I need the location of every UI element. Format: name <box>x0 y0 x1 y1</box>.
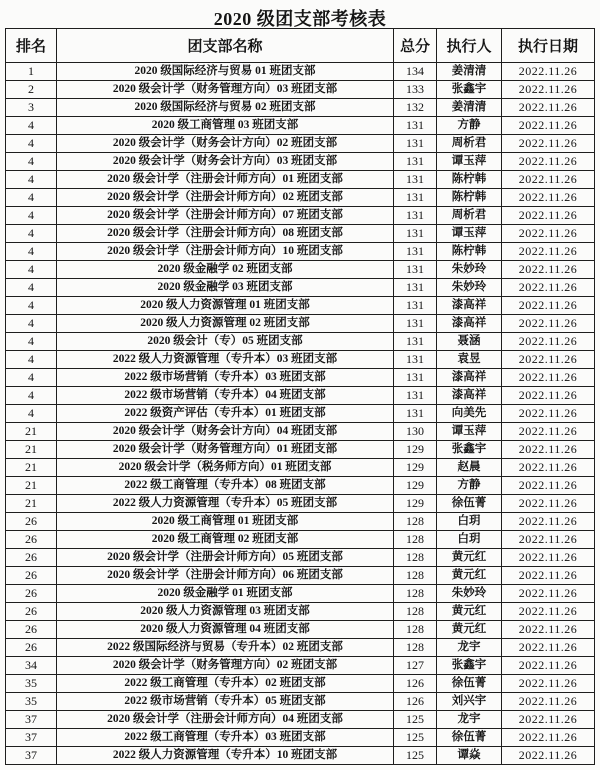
column-header-name: 团支部名称 <box>57 29 394 63</box>
table-row <box>6 711 595 729</box>
cell-date: 2022.11.26 <box>502 711 595 729</box>
cell-name: 2022 级市场营销（专升本）05 班团支部 <box>57 693 394 711</box>
cell-score: 131 <box>394 207 437 225</box>
cell-name: 2020 级金融学 01 班团支部 <box>57 585 394 603</box>
cell-date: 2022.11.26 <box>502 729 595 747</box>
cell-executor: 谭玉萍 <box>437 153 502 171</box>
cell-name: 2020 级会计学（税务师方向）01 班团支部 <box>57 459 394 477</box>
cell-score: 131 <box>394 153 437 171</box>
table-row <box>6 297 595 315</box>
cell-date: 2022.11.26 <box>502 423 595 441</box>
cell-name: 2022 级工商管理（专升本）03 班团支部 <box>57 729 394 747</box>
table-row <box>6 747 595 765</box>
cell-score: 128 <box>394 567 437 585</box>
cell-name: 2020 级金融学 03 班团支部 <box>57 279 394 297</box>
cell-executor: 聂涵 <box>437 333 502 351</box>
table-row <box>6 333 595 351</box>
column-header-rank: 排名 <box>6 29 57 63</box>
table-row <box>6 99 595 117</box>
column-header-date: 执行日期 <box>502 29 595 63</box>
cell-rank: 4 <box>6 207 57 225</box>
cell-rank: 35 <box>6 675 57 693</box>
cell-score: 128 <box>394 585 437 603</box>
cell-name: 2020 级会计学（财务管理方向）02 班团支部 <box>57 657 394 675</box>
cell-executor: 朱妙玲 <box>437 279 502 297</box>
cell-date: 2022.11.26 <box>502 261 595 279</box>
cell-date: 2022.11.26 <box>502 477 595 495</box>
cell-name: 2020 级工商管理 01 班团支部 <box>57 513 394 531</box>
cell-name: 2020 级会计学（注册会计师方向）07 班团支部 <box>57 207 394 225</box>
cell-date: 2022.11.26 <box>502 171 595 189</box>
table-row <box>6 153 595 171</box>
cell-executor: 漆高祥 <box>437 387 502 405</box>
table-row <box>6 63 595 81</box>
cell-date: 2022.11.26 <box>502 117 595 135</box>
cell-date: 2022.11.26 <box>502 459 595 477</box>
cell-executor: 漆高祥 <box>437 297 502 315</box>
table-row <box>6 315 595 333</box>
cell-executor: 姜清清 <box>437 99 502 117</box>
cell-score: 130 <box>394 423 437 441</box>
cell-executor: 徐伍菁 <box>437 729 502 747</box>
cell-executor: 龙宇 <box>437 711 502 729</box>
cell-date: 2022.11.26 <box>502 387 595 405</box>
cell-score: 134 <box>394 63 437 81</box>
cell-rank: 34 <box>6 657 57 675</box>
cell-date: 2022.11.26 <box>502 315 595 333</box>
cell-name: 2022 级国际经济与贸易（专升本）02 班团支部 <box>57 639 394 657</box>
cell-date: 2022.11.26 <box>502 297 595 315</box>
table-row <box>6 81 595 99</box>
cell-score: 128 <box>394 621 437 639</box>
table-row <box>6 441 595 459</box>
cell-executor: 姜清清 <box>437 63 502 81</box>
cell-rank: 4 <box>6 243 57 261</box>
cell-rank: 4 <box>6 351 57 369</box>
cell-executor: 向美先 <box>437 405 502 423</box>
cell-score: 131 <box>394 279 437 297</box>
cell-executor: 黄元红 <box>437 621 502 639</box>
cell-name: 2020 级国际经济与贸易 01 班团支部 <box>57 63 394 81</box>
cell-date: 2022.11.26 <box>502 441 595 459</box>
cell-score: 129 <box>394 459 437 477</box>
cell-score: 128 <box>394 531 437 549</box>
cell-rank: 26 <box>6 585 57 603</box>
cell-rank: 4 <box>6 387 57 405</box>
cell-score: 131 <box>394 369 437 387</box>
cell-date: 2022.11.26 <box>502 243 595 261</box>
cell-executor: 方静 <box>437 477 502 495</box>
cell-rank: 4 <box>6 117 57 135</box>
cell-date: 2022.11.26 <box>502 207 595 225</box>
table-row <box>6 459 595 477</box>
cell-score: 125 <box>394 729 437 747</box>
table-row <box>6 225 595 243</box>
cell-name: 2020 级会计学（注册会计师方向）06 班团支部 <box>57 567 394 585</box>
cell-executor: 朱妙玲 <box>437 585 502 603</box>
cell-name: 2020 级会计学（注册会计师方向）05 班团支部 <box>57 549 394 567</box>
cell-name: 2022 级人力资源管理（专升本）05 班团支部 <box>57 495 394 513</box>
cell-rank: 21 <box>6 477 57 495</box>
table-row <box>6 585 595 603</box>
cell-rank: 1 <box>6 63 57 81</box>
cell-executor: 黄元红 <box>437 549 502 567</box>
cell-name: 2022 级市场营销（专升本）04 班团支部 <box>57 387 394 405</box>
table-row <box>6 567 595 585</box>
cell-rank: 26 <box>6 621 57 639</box>
cell-rank: 21 <box>6 423 57 441</box>
cell-executor: 袁昱 <box>437 351 502 369</box>
cell-executor: 陈柠韩 <box>437 189 502 207</box>
table-row <box>6 243 595 261</box>
cell-score: 131 <box>394 135 437 153</box>
cell-rank: 4 <box>6 405 57 423</box>
cell-rank: 4 <box>6 261 57 279</box>
table-row <box>6 351 595 369</box>
cell-score: 131 <box>394 351 437 369</box>
header-row <box>6 29 595 63</box>
cell-executor: 陈柠韩 <box>437 171 502 189</box>
cell-executor: 黄元红 <box>437 603 502 621</box>
cell-executor: 朱妙玲 <box>437 261 502 279</box>
cell-rank: 4 <box>6 297 57 315</box>
table-row <box>6 135 595 153</box>
cell-date: 2022.11.26 <box>502 63 595 81</box>
table-row <box>6 639 595 657</box>
cell-rank: 26 <box>6 513 57 531</box>
cell-name: 2020 级人力资源管理 03 班团支部 <box>57 603 394 621</box>
cell-executor: 谭玉萍 <box>437 423 502 441</box>
cell-name: 2020 级会计学（财务会计方向）04 班团支部 <box>57 423 394 441</box>
cell-date: 2022.11.26 <box>502 495 595 513</box>
cell-name: 2022 级工商管理（专升本）08 班团支部 <box>57 477 394 495</box>
cell-executor: 方静 <box>437 117 502 135</box>
cell-score: 131 <box>394 315 437 333</box>
cell-executor: 陈柠韩 <box>437 243 502 261</box>
cell-date: 2022.11.26 <box>502 603 595 621</box>
cell-score: 131 <box>394 333 437 351</box>
cell-name: 2020 级国际经济与贸易 02 班团支部 <box>57 99 394 117</box>
table-row <box>6 117 595 135</box>
cell-rank: 21 <box>6 495 57 513</box>
cell-name: 2020 级会计学（注册会计师方向）04 班团支部 <box>57 711 394 729</box>
cell-name: 2022 级工商管理（专升本）02 班团支部 <box>57 675 394 693</box>
cell-date: 2022.11.26 <box>502 333 595 351</box>
table-row <box>6 189 595 207</box>
cell-score: 131 <box>394 297 437 315</box>
cell-score: 128 <box>394 639 437 657</box>
cell-score: 131 <box>394 405 437 423</box>
cell-rank: 26 <box>6 639 57 657</box>
table-row <box>6 207 595 225</box>
cell-executor: 刘兴宇 <box>437 693 502 711</box>
cell-date: 2022.11.26 <box>502 405 595 423</box>
cell-rank: 26 <box>6 567 57 585</box>
assessment-table <box>5 28 595 765</box>
cell-name: 2020 级工商管理 03 班团支部 <box>57 117 394 135</box>
cell-score: 125 <box>394 747 437 765</box>
cell-name: 2020 级会计学（财务会计方向）02 班团支部 <box>57 135 394 153</box>
cell-rank: 37 <box>6 729 57 747</box>
table-row <box>6 729 595 747</box>
cell-executor: 徐伍菁 <box>437 495 502 513</box>
cell-name: 2020 级金融学 02 班团支部 <box>57 261 394 279</box>
cell-executor: 漆高祥 <box>437 315 502 333</box>
table-row <box>6 621 595 639</box>
cell-date: 2022.11.26 <box>502 657 595 675</box>
cell-executor: 白玥 <box>437 513 502 531</box>
cell-date: 2022.11.26 <box>502 225 595 243</box>
cell-date: 2022.11.26 <box>502 567 595 585</box>
cell-score: 129 <box>394 477 437 495</box>
cell-name: 2020 级人力资源管理 01 班团支部 <box>57 297 394 315</box>
cell-executor: 张鑫宇 <box>437 657 502 675</box>
table-body <box>6 63 595 765</box>
table-row <box>6 531 595 549</box>
table-row <box>6 513 595 531</box>
cell-score: 127 <box>394 657 437 675</box>
cell-date: 2022.11.26 <box>502 99 595 117</box>
cell-date: 2022.11.26 <box>502 549 595 567</box>
table-row <box>6 693 595 711</box>
cell-executor: 漆高祥 <box>437 369 502 387</box>
cell-rank: 37 <box>6 747 57 765</box>
cell-score: 131 <box>394 243 437 261</box>
cell-date: 2022.11.26 <box>502 693 595 711</box>
cell-name: 2022 级市场营销（专升本）03 班团支部 <box>57 369 394 387</box>
table-row <box>6 495 595 513</box>
cell-date: 2022.11.26 <box>502 279 595 297</box>
cell-date: 2022.11.26 <box>502 585 595 603</box>
cell-executor: 白玥 <box>437 531 502 549</box>
cell-score: 128 <box>394 549 437 567</box>
cell-rank: 35 <box>6 693 57 711</box>
cell-executor: 谭焱 <box>437 747 502 765</box>
table-row <box>6 675 595 693</box>
cell-name: 2020 级会计学（财务管理方向）01 班团支部 <box>57 441 394 459</box>
cell-date: 2022.11.26 <box>502 513 595 531</box>
cell-name: 2020 级人力资源管理 04 班团支部 <box>57 621 394 639</box>
cell-score: 131 <box>394 225 437 243</box>
cell-name: 2020 级会计学（财务会计方向）03 班团支部 <box>57 153 394 171</box>
cell-score: 132 <box>394 99 437 117</box>
cell-name: 2020 级会计学（注册会计师方向）01 班团支部 <box>57 171 394 189</box>
table-header <box>6 29 595 63</box>
cell-rank: 2 <box>6 81 57 99</box>
cell-score: 128 <box>394 513 437 531</box>
table-row <box>6 405 595 423</box>
cell-score: 131 <box>394 189 437 207</box>
cell-rank: 3 <box>6 99 57 117</box>
cell-name: 2022 级人力资源管理（专升本）03 班团支部 <box>57 351 394 369</box>
cell-executor: 张鑫宇 <box>437 441 502 459</box>
cell-rank: 4 <box>6 171 57 189</box>
column-header-executor: 执行人 <box>437 29 502 63</box>
cell-name: 2022 级资产评估（专升本）01 班团支部 <box>57 405 394 423</box>
cell-score: 125 <box>394 711 437 729</box>
table-row <box>6 549 595 567</box>
cell-executor: 周析君 <box>437 135 502 153</box>
cell-date: 2022.11.26 <box>502 747 595 765</box>
cell-executor: 龙宇 <box>437 639 502 657</box>
table-row <box>6 171 595 189</box>
cell-name: 2020 级人力资源管理 02 班团支部 <box>57 315 394 333</box>
cell-date: 2022.11.26 <box>502 531 595 549</box>
cell-score: 131 <box>394 261 437 279</box>
cell-score: 129 <box>394 441 437 459</box>
cell-name: 2022 级人力资源管理（专升本）10 班团支部 <box>57 747 394 765</box>
table-row <box>6 369 595 387</box>
cell-score: 129 <box>394 495 437 513</box>
cell-rank: 26 <box>6 603 57 621</box>
table-row <box>6 657 595 675</box>
cell-rank: 4 <box>6 279 57 297</box>
cell-date: 2022.11.26 <box>502 351 595 369</box>
cell-name: 2020 级工商管理 02 班团支部 <box>57 531 394 549</box>
cell-date: 2022.11.26 <box>502 369 595 387</box>
cell-executor: 徐伍菁 <box>437 675 502 693</box>
cell-date: 2022.11.26 <box>502 153 595 171</box>
cell-name: 2020 级会计学（注册会计师方向）10 班团支部 <box>57 243 394 261</box>
cell-score: 131 <box>394 171 437 189</box>
cell-score: 133 <box>394 81 437 99</box>
table-row <box>6 423 595 441</box>
cell-rank: 4 <box>6 225 57 243</box>
cell-name: 2020 级会计（专）05 班团支部 <box>57 333 394 351</box>
cell-rank: 21 <box>6 441 57 459</box>
cell-name: 2020 级会计学（财务管理方向）03 班团支部 <box>57 81 394 99</box>
table-row <box>6 279 595 297</box>
cell-executor: 谭玉萍 <box>437 225 502 243</box>
cell-rank: 26 <box>6 531 57 549</box>
page-title: 2020 级团支部考核表 <box>213 9 387 29</box>
table-row <box>6 387 595 405</box>
cell-date: 2022.11.26 <box>502 189 595 207</box>
cell-rank: 4 <box>6 315 57 333</box>
cell-score: 126 <box>394 675 437 693</box>
cell-rank: 21 <box>6 459 57 477</box>
cell-rank: 4 <box>6 135 57 153</box>
cell-executor: 黄元红 <box>437 567 502 585</box>
cell-rank: 4 <box>6 189 57 207</box>
table-row <box>6 603 595 621</box>
table-row <box>6 477 595 495</box>
cell-date: 2022.11.26 <box>502 81 595 99</box>
table-row <box>6 261 595 279</box>
cell-score: 128 <box>394 603 437 621</box>
cell-rank: 26 <box>6 549 57 567</box>
cell-score: 131 <box>394 387 437 405</box>
cell-rank: 37 <box>6 711 57 729</box>
cell-name: 2020 级会计学（注册会计师方向）08 班团支部 <box>57 225 394 243</box>
cell-executor: 周析君 <box>437 207 502 225</box>
cell-executor: 赵晨 <box>437 459 502 477</box>
cell-rank: 4 <box>6 333 57 351</box>
cell-score: 126 <box>394 693 437 711</box>
column-header-score: 总分 <box>394 29 437 63</box>
cell-executor: 张鑫宇 <box>437 81 502 99</box>
cell-date: 2022.11.26 <box>502 621 595 639</box>
cell-rank: 4 <box>6 369 57 387</box>
cell-date: 2022.11.26 <box>502 675 595 693</box>
cell-rank: 4 <box>6 153 57 171</box>
cell-date: 2022.11.26 <box>502 639 595 657</box>
cell-score: 131 <box>394 117 437 135</box>
cell-date: 2022.11.26 <box>502 135 595 153</box>
cell-name: 2020 级会计学（注册会计师方向）02 班团支部 <box>57 189 394 207</box>
